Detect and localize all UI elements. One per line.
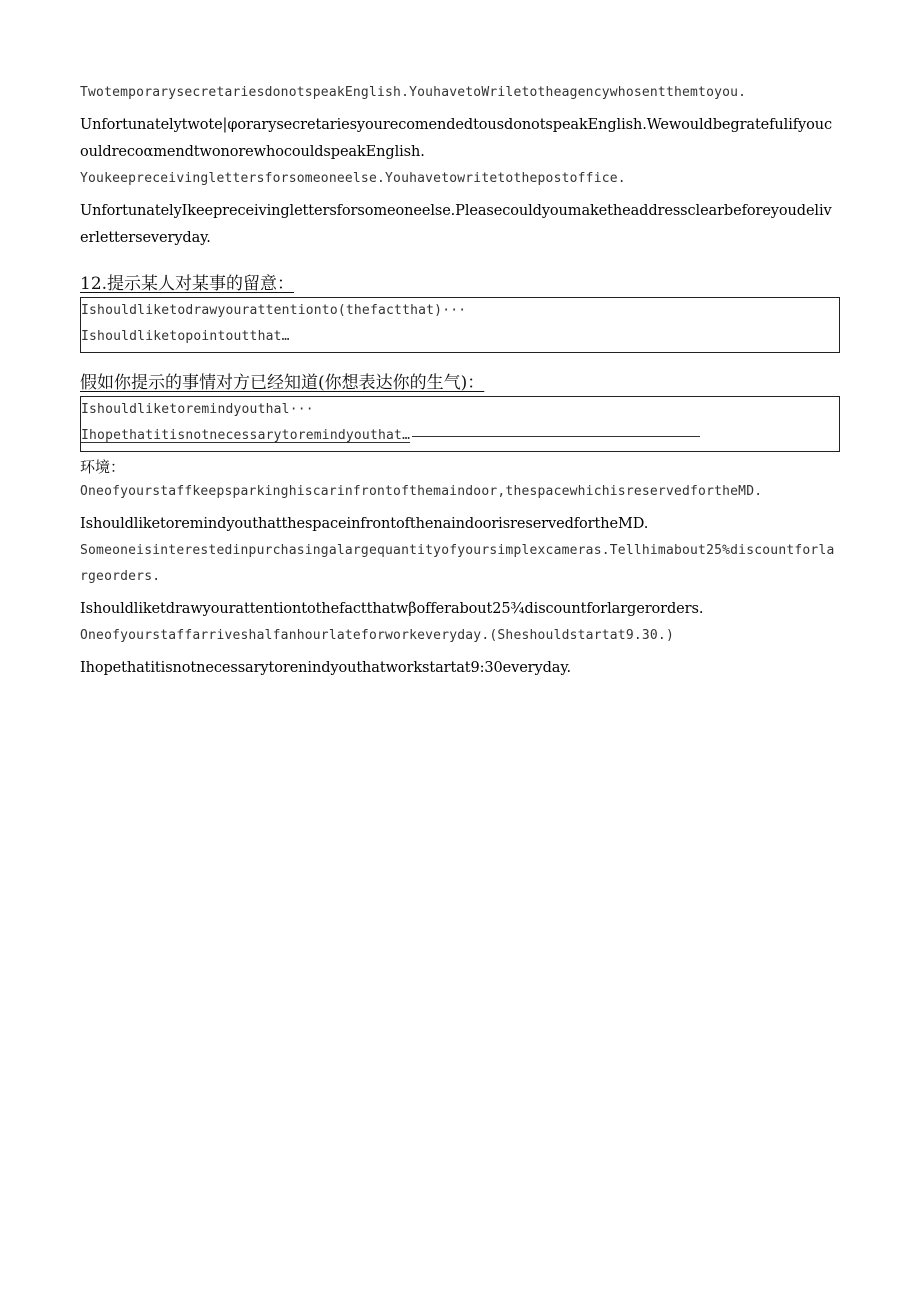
phrase-line: Ishouldliketopointoutthat… (81, 329, 290, 344)
phrase-line-underlined (81, 423, 839, 449)
exercise-answer: IshouldliketoremindyouthatthespaceinfrontofthenaindoorisreservedfortheMD. (80, 516, 649, 532)
exercise-prompt: Someoneisinterestedinpurchasingalargequantityofyoursimplexcameras.Tellhimabout25%discountforlargeorders. (80, 543, 835, 584)
section-heading: 12.提示某人对某事的留意： (80, 274, 295, 294)
exercise-answer: UnfortunatelyIkeepreceivinglettersforsomeoneelse.Pleasecouldyoumaketheaddressclearbeforeyoudeliverletterseveryday. (80, 203, 832, 246)
section-heading-wrap (80, 371, 840, 395)
exercise-answer: Ishouldliketdrawyourattentiontothefactthatwβofferabout25¾discountforlargerorders. (80, 601, 704, 617)
phrase-box (80, 297, 840, 353)
exercise-prompt: Oneofyourstaffkeepsparkinghiscarinfrontofthemaindoor,thespacewhichisreservedfortheMD. (80, 484, 763, 499)
section-heading-wrap (80, 272, 840, 296)
exercise-answer: Unfortunatelytwote|φorarysecretariesyourecomendedtousdonotspeakEnglish.WewouldbegratefulifyoucouldrecoαmendtwonorewhocouldspeakEnglish. (80, 117, 832, 160)
exercise-answer: Ihopethatitisnotnecessarytorenindyouthatworkstartat9:30everyday. (80, 660, 572, 676)
section-heading: 假如你提示的事情对方已经知道(你想表达你的生气)： (80, 373, 485, 393)
phrase-line: Ishouldliketodrawyourattentionto(thefactthat)··· (81, 303, 467, 318)
exercise-prompt: Youkeepreceivinglettersforsomeoneelse.Youhavetowritetothepostoffice. (80, 171, 626, 186)
environment-label: 环境： (80, 458, 126, 476)
fill-in-rule (412, 436, 700, 437)
phrase-box (80, 396, 840, 452)
document-page (80, 80, 840, 682)
exercise-prompt: Oneofyourstaffarriveshalfanhourlateforworkeveryday.(Sheshouldstartat9.30.) (80, 628, 674, 643)
phrase-line: Ishouldliketoremindyouthal··· (81, 402, 314, 417)
exercise-prompt: TwotemporarysecretariesdonotspeakEnglish.YouhavetoWriletotheagencywhosentthemtoyou. (80, 85, 747, 100)
phrase-line-text: Ihopethatitisnotnecessarytoremindyouthat… (81, 428, 411, 443)
